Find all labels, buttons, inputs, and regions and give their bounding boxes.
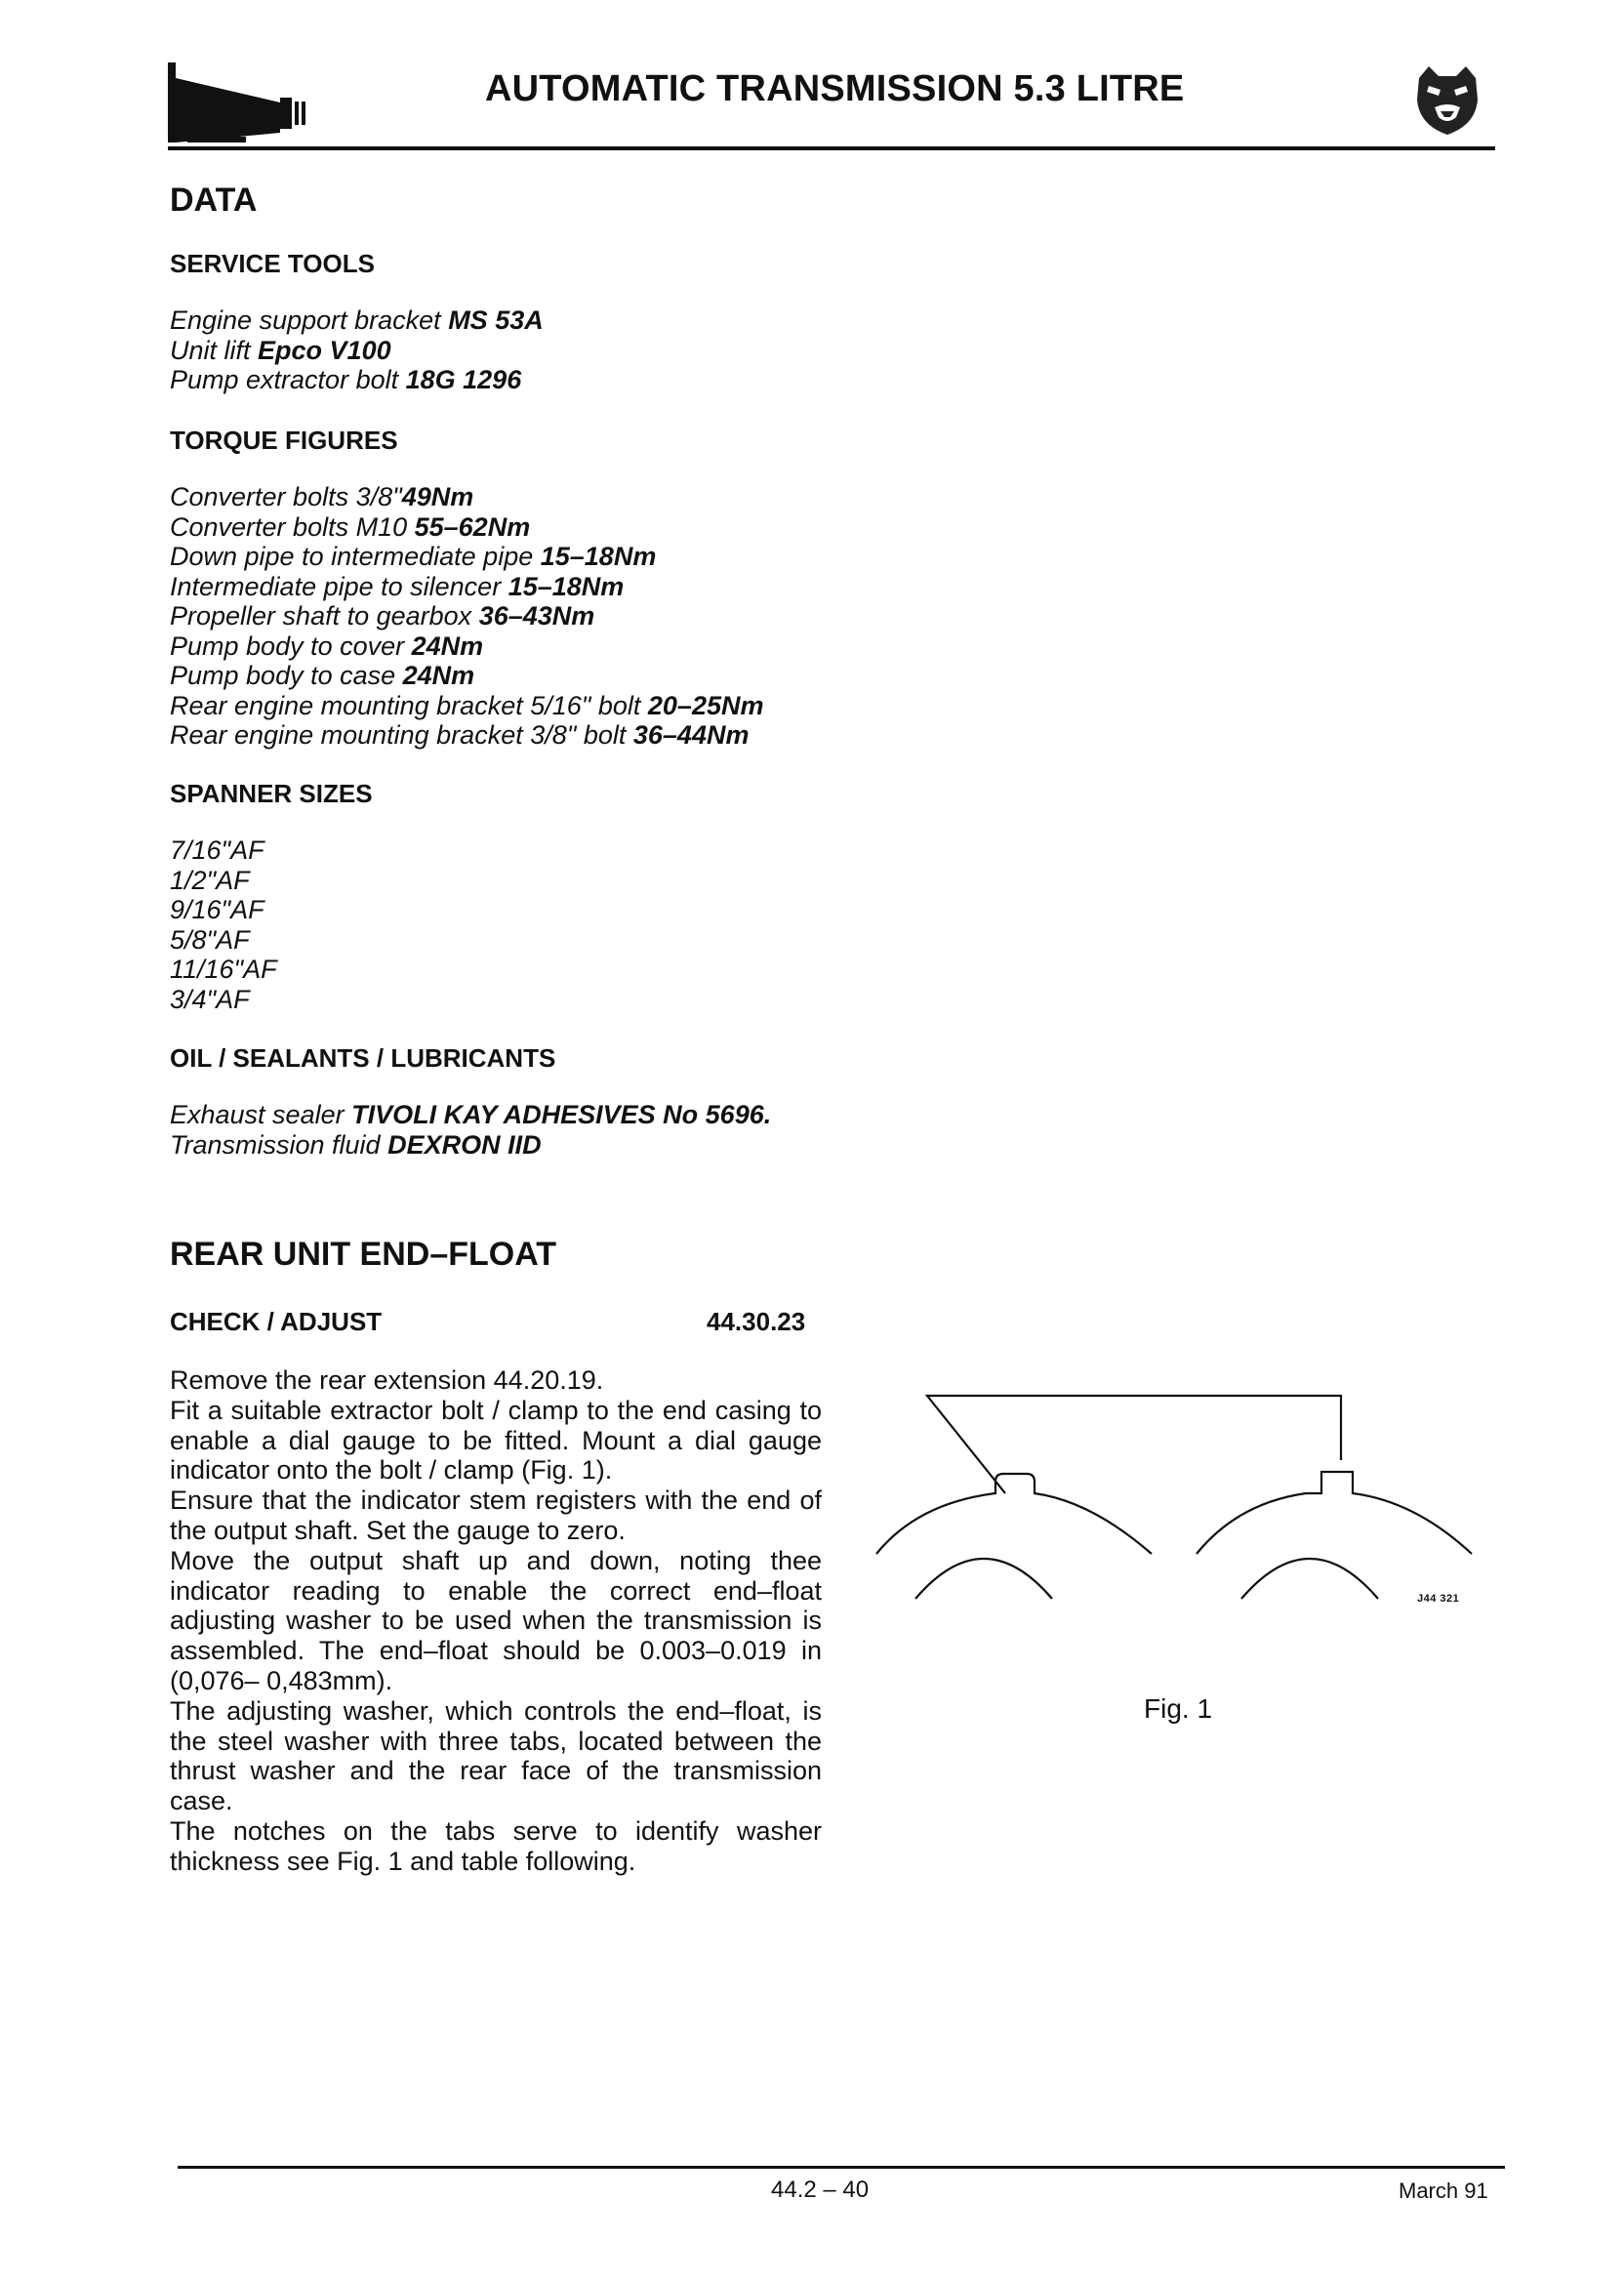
list-item: Unit lift Epco V100 [170,335,391,365]
list-item: Down pipe to intermediate pipe 15–18Nm [170,542,657,571]
page-number: 44.2 – 40 [771,2177,870,2203]
procedure-text [170,1365,822,1877]
washer-inner-left [915,1559,1052,1599]
list-item: Rear engine mounting bracket 3/8" bolt 36–44Nm [170,720,750,750]
spanner-sizes-list [170,835,277,1014]
list-item: 11/16"AF [170,955,277,984]
washer-outline-left [876,1474,1152,1554]
procedure-paragraph: Move the output shaft up and down, noting thee indicator reading to enable the correct end–float adjusting washer to be used when the transmission is assembled. The end–float should be 0.003–0.019 in (0,076– 0,483mm). [170,1545,822,1695]
oil-sealants-list [170,1100,771,1160]
washer-inner-right [1241,1559,1378,1599]
list-item: 7/16"AF [170,835,264,865]
check-adjust-subheading: CHECK / ADJUST [170,1307,383,1336]
procedure-paragraph: The notches on the tabs serve to identify washer thickness see Fig. 1 and table following. [170,1815,822,1876]
procedure-paragraph: Fit a suitable extractor bolt / clamp to the end casing to enable a dial gauge to be fitted. Mount a dial gauge indicator onto the bolt / clamp (Fig. 1). [170,1395,822,1486]
footer-rule [178,2166,1505,2169]
revision-date: March 91 [1399,2178,1488,2203]
list-item: 1/2"AF [170,865,250,895]
procedure-paragraph: The adjusting washer, which controls the end–float, is the steel washer with three tabs, located between the thrust washer and the rear face of the transmission case. [170,1695,822,1816]
list-item: Engine support bracket MS 53A [170,305,544,335]
list-item: Pump body to cover 24Nm [170,631,484,661]
list-item: Pump body to case 24Nm [170,661,475,690]
list-item: Rear engine mounting bracket 5/16" bolt 20–25Nm [170,690,764,720]
torque-figures-list [170,482,763,751]
service-tools-list [170,305,544,395]
list-item: 9/16"AF [170,895,264,924]
rear-unit-heading: REAR UNIT END–FLOAT [170,1236,557,1273]
list-item: Converter bolts M10 55–62Nm [170,511,531,542]
torque-figures-heading: TORQUE FIGURES [170,426,398,455]
procedure-paragraph: Remove the rear extension 44.20.19. [170,1365,604,1395]
procedure-paragraph: Ensure that the indicator stem registers with the end of the output shaft. Set the gauge to zero. [170,1486,822,1545]
operation-number: 44.30.23 [707,1307,806,1336]
dial-gauge-pointer-line [927,1396,1341,1493]
washer-outline-right [1197,1472,1472,1554]
list-item: Transmission fluid DEXRON IID [170,1129,542,1160]
list-item: Intermediate pipe to silencer 15–18Nm [170,571,625,601]
list-item: 5/8"AF [170,924,250,955]
jaguar-head-emblem-icon [1413,64,1482,137]
list-item: Exhaust sealer TIVOLI KAY ADHESIVES No 5696. [170,1100,772,1129]
spanner-sizes-heading: SPANNER SIZES [170,779,373,808]
figure-1-diagram [859,1376,1493,1640]
oil-sealants-heading: OIL / SEALANTS / LUBRICANTS [170,1043,556,1073]
list-item: 3/4"AF [170,984,250,1014]
figure-reference-code: J44 321 [1417,1593,1460,1605]
page-title: AUTOMATIC TRANSMISSION 5.3 LITRE [485,68,1185,109]
figure-caption: Fig. 1 [1144,1693,1213,1724]
transmission-section-icon [168,59,314,146]
service-tools-heading: SERVICE TOOLS [170,249,375,278]
list-item: Propeller shaft to gearbox 36–43Nm [170,601,595,631]
list-item: Pump extractor bolt 18G 1296 [170,365,522,394]
header-rule [168,146,1495,150]
data-heading: DATA [170,182,258,219]
list-item: Converter bolts 3/8"49Nm [170,482,474,511]
